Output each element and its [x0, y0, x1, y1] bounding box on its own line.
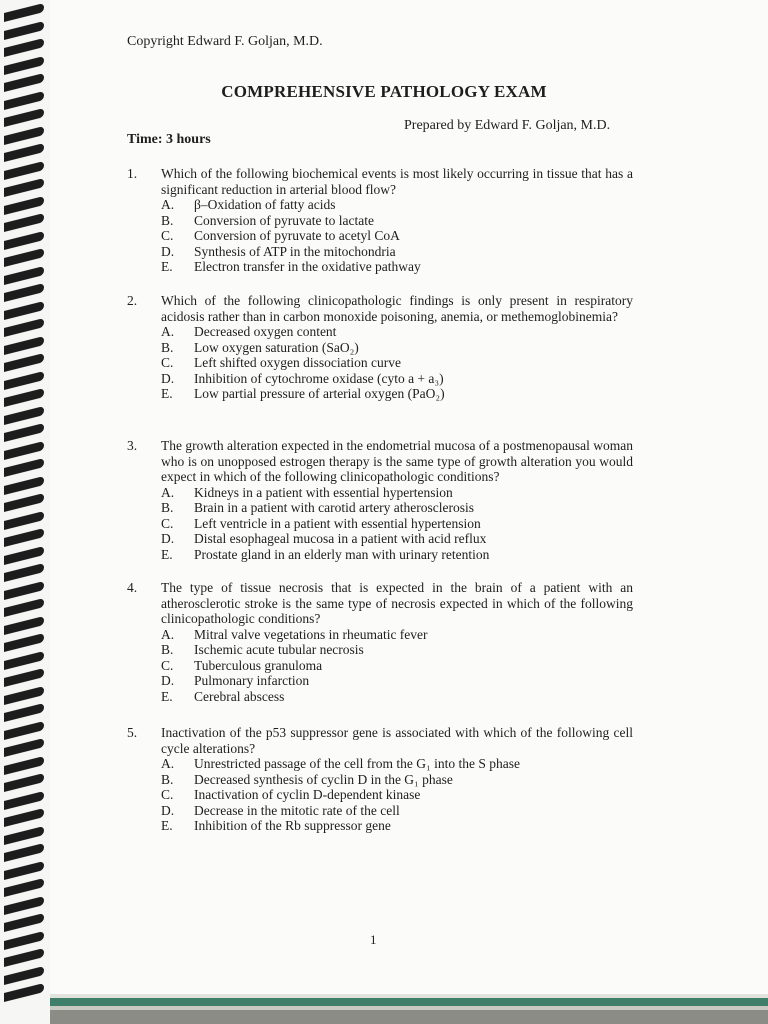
answer-option — [161, 340, 633, 356]
option-text: Inactivation of cyclin D-dependent kinase — [194, 787, 421, 802]
question-stem: Which of the following biochemical events is most likely occurring in tissue that has a significant reduction in arterial blood flow? — [161, 166, 633, 197]
answer-option — [161, 772, 633, 788]
option-text: Distal esophageal mucosa in a patient with acid reflux — [194, 531, 487, 546]
option-text: Kidneys in a patient with essential hypertension — [194, 484, 453, 500]
answer-option — [161, 642, 633, 658]
question-2 — [127, 293, 633, 402]
option-text: Electron transfer in the oxidative pathway — [194, 259, 421, 274]
answer-option — [161, 324, 633, 340]
time-limit: Time: 3 hours — [127, 132, 211, 147]
option-text: β–Oxidation of fatty acids — [194, 197, 336, 212]
question-1 — [127, 166, 633, 275]
question-3 — [127, 438, 633, 562]
question-number: 2. — [127, 293, 138, 308]
option-letter: C. — [161, 657, 174, 673]
page-title: COMPREHENSIVE PATHOLOGY EXAM — [221, 82, 547, 101]
question-number: 4. — [127, 580, 138, 595]
option-letter: D. — [161, 370, 175, 386]
option-text: Synthesis of ATP in the mitochondria — [194, 243, 396, 259]
answer-option — [161, 756, 633, 772]
page-number: 1 — [370, 932, 377, 947]
option-letter: B. — [161, 642, 174, 657]
question-number: 1. — [127, 166, 138, 181]
option-letter: C. — [161, 515, 174, 531]
option-letter: D. — [161, 802, 175, 818]
option-text: Ischemic acute tubular necrosis — [194, 642, 364, 657]
option-letter: B. — [161, 339, 174, 355]
option-text: Inhibition of the Rb suppressor gene — [194, 818, 391, 833]
option-letter: C. — [161, 228, 174, 243]
option-letter: C. — [161, 355, 174, 370]
answer-option — [161, 371, 633, 387]
answer-option — [161, 228, 633, 244]
option-text: Inhibition of cytochrome oxidase (cyto a + a₃) — [194, 370, 444, 386]
answer-option — [161, 213, 633, 229]
answer-option — [161, 386, 633, 402]
answer-option — [161, 818, 633, 834]
question-stem: The type of tissue necrosis that is expected in the brain of a patient with an atherosclerotic stroke is the same type of necrosis expected in which of the following clinicopathologic conditions? — [161, 580, 633, 626]
answer-option — [161, 531, 633, 547]
option-text: Tuberculous granuloma — [194, 657, 323, 673]
option-letter: E. — [161, 259, 173, 274]
answer-option — [161, 547, 633, 563]
copyright-line: Copyright Edward F. Goljan, M.D. — [127, 34, 323, 49]
answer-option — [161, 673, 633, 689]
option-letter: C. — [161, 787, 174, 802]
question-stem: Which of the following clinicopathologic findings is only present in respiratory acidosis rather than in carbon monoxide poisoning, anemia, or methemoglobinemia? — [161, 293, 633, 324]
option-letter: D. — [161, 673, 175, 688]
question-stem: Inactivation of the p53 suppressor gene is associated with which of the following cell cycle alterations? — [161, 725, 633, 756]
answer-option — [161, 485, 633, 501]
question-5 — [127, 725, 633, 834]
answer-option — [161, 803, 633, 819]
option-text: Cerebral abscess — [194, 688, 285, 704]
option-text: Brain in a patient with carotid artery atherosclerosis — [194, 500, 475, 515]
question-number: 5. — [127, 725, 138, 740]
answer-option — [161, 259, 633, 275]
option-letter: E. — [161, 386, 173, 401]
answer-option — [161, 516, 633, 532]
option-letter: E. — [161, 818, 173, 833]
option-text: Decrease in the mitotic rate of the cell — [194, 802, 400, 818]
option-text: Mitral valve vegetations in rheumatic fever — [194, 626, 428, 642]
option-letter: A. — [161, 756, 175, 771]
option-letter: A. — [161, 626, 175, 642]
option-letter: E. — [161, 688, 173, 704]
answer-option — [161, 500, 633, 516]
answer-option — [161, 658, 633, 674]
option-text: Low partial pressure of arterial oxygen (PaO₂) — [194, 386, 445, 401]
prepared-by: Prepared by Edward F. Goljan, M.D. — [404, 118, 611, 133]
option-text: Decreased oxygen content — [194, 324, 337, 339]
answer-option — [161, 787, 633, 803]
option-text: Unrestricted passage of the cell from the G₁ into the S phase — [194, 756, 520, 771]
answer-option — [161, 355, 633, 371]
option-text: Prostate gland in an elderly man with urinary retention — [194, 546, 490, 562]
option-text: Left ventricle in a patient with essential hypertension — [194, 515, 481, 531]
option-text: Conversion of pyruvate to lactate — [194, 212, 374, 228]
option-letter: D. — [161, 243, 175, 259]
question-number: 3. — [127, 438, 138, 453]
option-text: Conversion of pyruvate to acetyl CoA — [194, 228, 400, 243]
option-text: Pulmonary infarction — [194, 673, 310, 688]
option-letter: D. — [161, 531, 175, 546]
option-letter: B. — [161, 212, 174, 228]
answer-option — [161, 627, 633, 643]
question-stem: The growth alteration expected in the endometrial mucosa of a postmenopausal woman who is on unopposed estrogen therapy is the same type of growth alteration you would expect in which of the following clinicopathologic conditions? — [161, 438, 633, 484]
option-letter: B. — [161, 500, 174, 515]
option-text: Decreased synthesis of cyclin D in the G₁ phase — [194, 771, 453, 787]
option-text: Left shifted oxygen dissociation curve — [194, 355, 401, 370]
question-4 — [127, 580, 633, 704]
option-letter: A. — [161, 484, 175, 500]
option-text: Low oxygen saturation (SaO₂) — [194, 339, 359, 355]
option-letter: A. — [161, 197, 175, 212]
answer-option — [161, 197, 633, 213]
option-letter: B. — [161, 771, 174, 787]
answer-option — [161, 244, 633, 260]
option-letter: A. — [161, 324, 175, 339]
answer-option — [161, 689, 633, 705]
option-letter: E. — [161, 546, 173, 562]
